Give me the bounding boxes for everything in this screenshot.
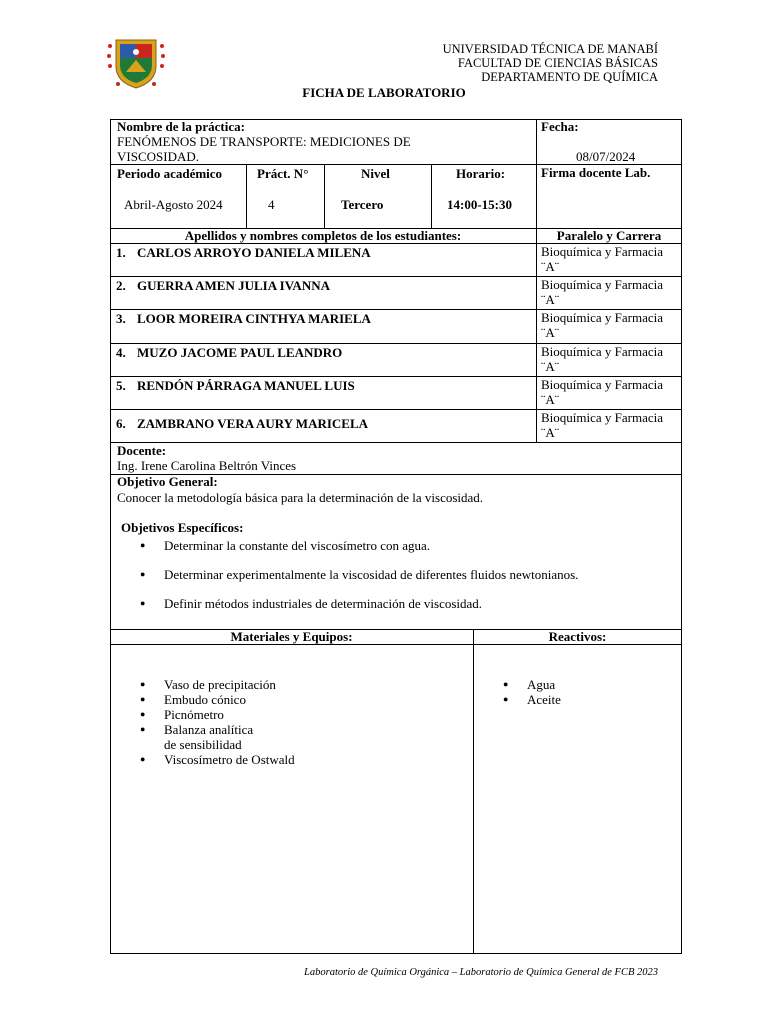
practice-name-label: Nombre de la práctica: [117,119,245,134]
student-parallel: ¨A¨ [541,259,560,274]
student-parallel: ¨A¨ [541,292,560,307]
student-parallel: ¨A¨ [541,392,560,407]
student-career: Bioquímica y Farmacia [541,244,664,259]
student-number: 2. [116,278,126,293]
list-item: ● Agua [503,677,561,692]
specific-objectives-label: Objetivos Específicos: [121,520,244,535]
signature-label: Firma docente Lab. [541,165,651,180]
material-name: Balanza analítica [164,722,254,737]
list-item: ● Determinar experimentalmente la viscosidad de diferentes fluidos newtonianos. [140,567,578,582]
list-item: ● Vaso de precipitación [140,677,295,692]
university-name: UNIVERSIDAD TÉCNICA DE MANABÍ [442,42,658,56]
student-name: RENDÓN PÁRRAGA MANUEL LUIS [137,378,355,393]
university-logo [106,36,166,90]
teacher-name: Ing. Irene Carolina Beltrón Vinces [117,458,297,473]
list-item: ● Embudo cónico [140,692,295,707]
institution-header [443,42,658,84]
student-name: MUZO JACOME PAUL LEANDRO [137,345,343,360]
list-item: ● Aceite [503,692,561,707]
student-name: LOOR MOREIRA CINTHYA MARIELA [137,311,371,326]
student-number: 6. [116,416,126,431]
student-career: Bioquímica y Farmacia [541,377,664,392]
period-label: Periodo académico [117,166,223,181]
student-name: GUERRA AMEN JULIA IVANNA [137,278,330,293]
student-name: ZAMBRANO VERA AURY MARICELA [137,416,369,431]
student-number: 3. [116,311,126,326]
student-parallel: ¨A¨ [541,325,560,340]
student-name: CARLOS ARROYO DANIELA MILENA [137,245,371,260]
faculty-name: FACULTAD DE CIENCIAS BÁSICAS [457,56,658,70]
student-career: Bioquímica y Farmacia [541,344,664,359]
materials-list [140,677,295,767]
pract-label: Práct. N° [257,166,309,181]
teacher-label: Docente: [117,443,167,458]
list-item: ● Picnómetro [140,707,295,722]
list-item: ● Determinar la constante del viscosímetro con agua. [140,538,578,553]
list-item: ● Viscosímetro de Ostwald [140,752,295,767]
student-career: Bioquímica y Farmacia [541,310,664,325]
period-value: Abril-Agosto 2024 [124,197,223,212]
document-title: FICHA DE LABORATORIO [302,85,466,100]
schedule-label: Horario: [456,166,506,181]
reagents-list [503,677,561,707]
students-header: Apellidos y nombres completos de los estudiantes: [184,228,462,243]
material-name-continued: de sensibilidad [164,737,242,752]
student-number: 4. [116,345,126,360]
pract-value: 4 [268,197,275,212]
student-number: 1. [116,245,126,260]
level-value: Tercero [341,197,384,212]
date-value: 08/07/2024 [576,149,636,164]
student-career: Bioquímica y Farmacia [541,410,664,425]
materials-header: Materiales y Equipos: [230,629,353,644]
student-career: Bioquímica y Farmacia [541,277,664,292]
department-name: DEPARTAMENTO DE QUÍMICA [481,70,658,84]
specific-objectives-list [140,538,578,611]
level-label: Nivel [361,166,390,181]
student-parallel: ¨A¨ [541,425,560,440]
student-number: 5. [116,378,126,393]
date-label: Fecha: [541,119,579,134]
practice-name-line2: VISCOSIDAD. [117,149,199,164]
list-item: ● Definir métodos industriales de determinación de viscosidad. [140,596,578,611]
reagents-header: Reactivos: [548,629,607,644]
general-objective-label: Objetivo General: [117,474,218,489]
page-footer: Laboratorio de Química Orgánica – Laboratorio de Química General de FCB 2023 [304,967,658,978]
schedule-value: 14:00-15:30 [447,197,512,212]
student-parallel: ¨A¨ [541,359,560,374]
list-item [140,722,295,752]
career-header: Paralelo y Carrera [556,228,662,243]
practice-name-line1: FENÓMENOS DE TRANSPORTE: MEDICIONES DE [117,134,411,149]
general-objective-text: Conocer la metodología básica para la determinación de la viscosidad. [117,490,484,505]
